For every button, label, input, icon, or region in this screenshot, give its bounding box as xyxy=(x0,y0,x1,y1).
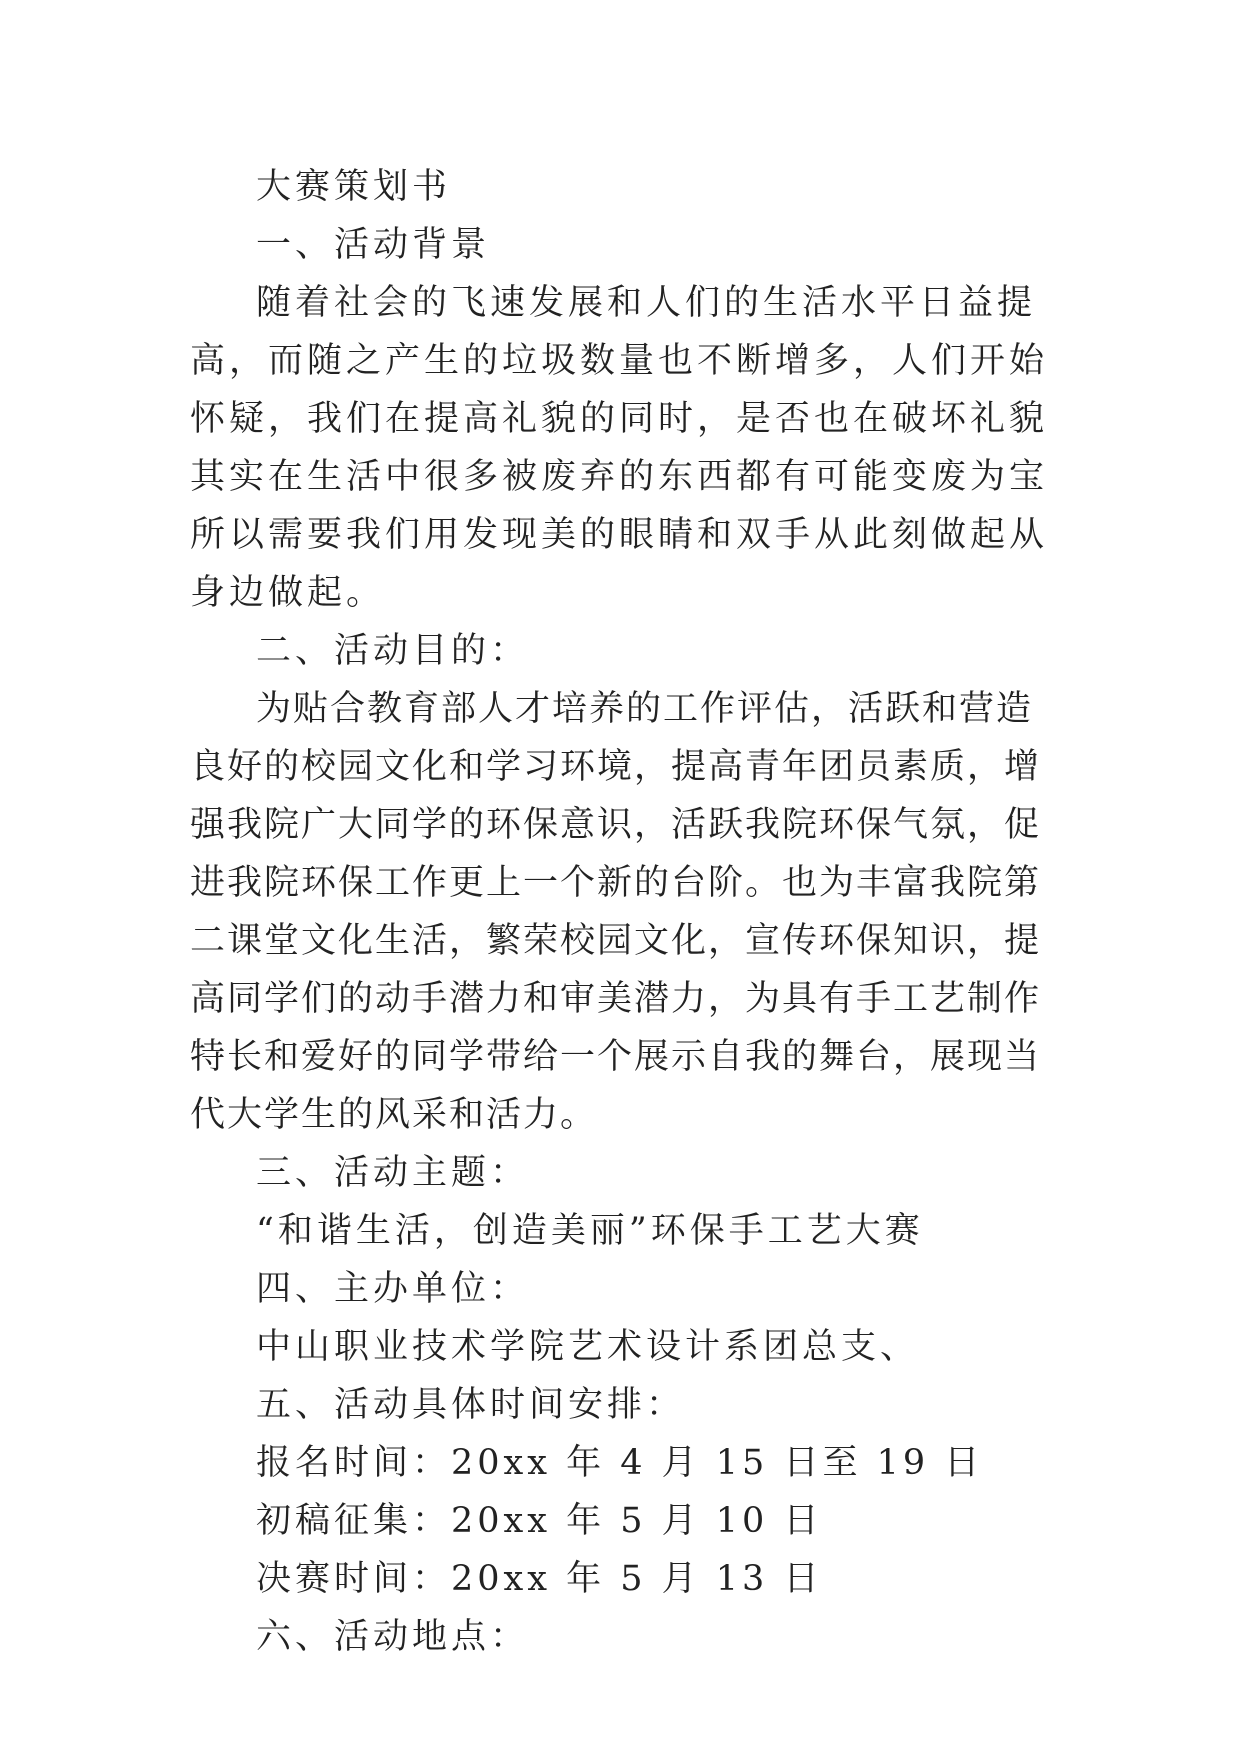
section-heading-organizer: 四、主办单位： xyxy=(256,1269,530,1309)
schedule-draft: 初稿征集：20xx 年 5 月 10 日 xyxy=(256,1501,823,1541)
document-title: 大赛策划书 xyxy=(256,167,452,207)
section-heading-background: 一、活动背景 xyxy=(256,225,491,265)
section-heading-purpose: 二、活动目的： xyxy=(256,631,530,671)
background-paragraph: 随着社会的飞速发展和人们的生活水平日益提高，而随之产生的垃圾数量也不断增多，人们开始怀疑，我们在提高礼貌的同时，是否也在破坏礼貌其实在生活中很多被废弃的东西都有可能变废为宝所以需要我们用发现美的眼睛和双手从此刻做起从身边做起。 xyxy=(190,283,1049,613)
section-heading-location: 六、活动地点： xyxy=(256,1617,530,1657)
section-heading-theme: 三、活动主题： xyxy=(256,1153,530,1193)
organizer-paragraph: 中山职业技术学院艺术设计系团总支、 xyxy=(256,1327,920,1367)
schedule-final: 决赛时间：20xx 年 5 月 13 日 xyxy=(256,1559,823,1599)
theme-paragraph: “和谐生活，创造美丽”环保手工艺大赛 xyxy=(256,1211,924,1251)
section-heading-schedule: 五、活动具体时间安排： xyxy=(256,1385,686,1425)
schedule-registration: 报名时间：20xx 年 4 月 15 日至 19 日 xyxy=(256,1443,984,1483)
purpose-paragraph: 为贴合教育部人才培养的工作评估，活跃和营造良好的校园文化和学习环境，提高青年团员素质，增强我院广大同学的环保意识，活跃我院环保气氛，促进我院环保工作更上一个新的台阶。也为丰富我院第二课堂文化生活，繁荣校园文化，宣传环保知识，提高同学们的动手潜力和审美潜力，为具有手工艺制作特长和爱好的同学带给一个展示自我的舞台，展现当代大学生的风采和活力。 xyxy=(190,689,1042,1135)
document-body xyxy=(190,158,1055,1666)
